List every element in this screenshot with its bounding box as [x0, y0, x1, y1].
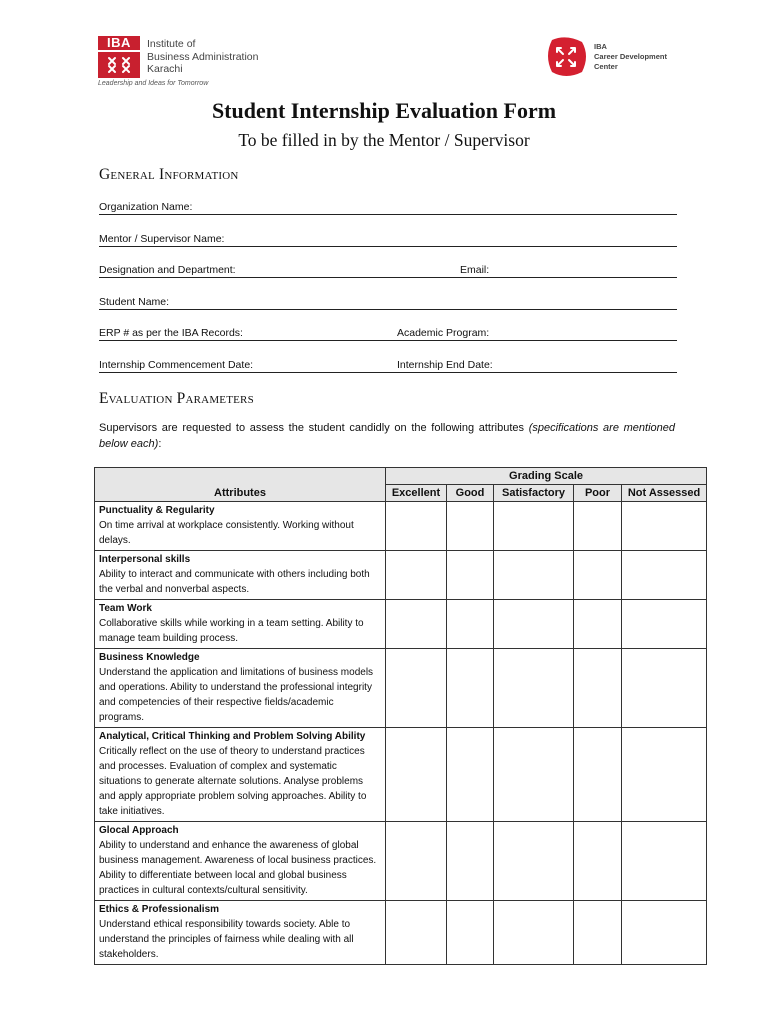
attribute-cell: [95, 728, 386, 822]
table-row: [95, 728, 707, 822]
attribute-description: Understand ethical responsibility towards society. Able to understand the principles of fairness while dealing with all stakeholders.: [99, 919, 354, 960]
student-label: Student Name:: [99, 296, 170, 308]
grade-header-not-assessed: Not Assessed: [622, 485, 707, 502]
grade-cell-satisfactory[interactable]: [494, 822, 574, 901]
grade-header-good: Good: [447, 485, 494, 502]
attribute-description: Ability to understand and enhance the awareness of global business management. Awareness of local business practices. Ability to differentiate between local and global business practices in cultural contexts/cultural sensitivity.: [99, 840, 377, 896]
attribute-description: Understand the application and limitations of business models and operations. Ability to understand the professional integrity and competencies of their respective fields/academic programs.: [99, 667, 374, 723]
grade-cell-excellent[interactable]: [386, 822, 447, 901]
general-info-heading: General Information: [99, 166, 239, 183]
attribute-name: Interpersonal skills: [99, 554, 191, 565]
grade-cell-good[interactable]: [447, 551, 494, 600]
grade-cell-good[interactable]: [447, 901, 494, 965]
grade-cell-excellent[interactable]: [386, 649, 447, 728]
institute-line-1: Institute of: [147, 38, 196, 50]
grade-cell-excellent[interactable]: [386, 551, 447, 600]
grade-cell-satisfactory[interactable]: [494, 502, 574, 551]
table-row: [95, 649, 707, 728]
grade-cell-poor[interactable]: [574, 502, 622, 551]
designation-email-field[interactable]: [99, 261, 677, 278]
evaluation-heading: Evaluation Parameters: [99, 390, 254, 407]
attribute-name: Analytical, Critical Thinking and Problem Solving Ability: [99, 731, 366, 742]
attribute-cell: [95, 502, 386, 551]
table-row: [95, 901, 707, 965]
grade-cell-poor[interactable]: [574, 901, 622, 965]
grade-cell-good[interactable]: [447, 728, 494, 822]
intro-italic: (specifications are mentioned below each): [99, 422, 675, 450]
mentor-field[interactable]: [99, 230, 677, 247]
grade-cell-excellent[interactable]: [386, 901, 447, 965]
grade-header-excellent: Excellent: [386, 485, 447, 502]
dates-field[interactable]: [99, 356, 677, 373]
grade-cell-poor[interactable]: [574, 649, 622, 728]
program-label: Academic Program:: [397, 327, 490, 339]
attributes-header: Attributes: [95, 468, 386, 502]
iba-badge-text: IBA: [98, 36, 140, 50]
attribute-cell: [95, 600, 386, 649]
table-row: [95, 822, 707, 901]
institute-tagline: Leadership and Ideas for Tomorrow: [98, 80, 209, 87]
iba-logo: [98, 36, 298, 92]
attribute-name: Team Work: [99, 603, 152, 614]
attribute-description: On time arrival at workplace consistently. Working without delays.: [99, 520, 354, 546]
form-title: Student Internship Evaluation Form: [211, 98, 557, 123]
email-label: Email:: [460, 264, 490, 276]
designation-label: Designation and Department:: [99, 264, 236, 276]
student-field[interactable]: [99, 293, 677, 310]
grade-cell-poor[interactable]: [574, 551, 622, 600]
grade-cell-not-assessed[interactable]: [622, 901, 707, 965]
attribute-cell: [95, 822, 386, 901]
organization-label: Organization Name:: [99, 201, 193, 213]
cdc-logo: [544, 34, 684, 84]
start-date-label: Internship Commencement Date:: [99, 359, 254, 371]
iba-badge: [98, 36, 140, 78]
grade-cell-good[interactable]: [447, 502, 494, 551]
mentor-label: Mentor / Supervisor Name:: [99, 233, 225, 245]
attribute-description: Critically reflect on the use of theory to understand practices and processes. Evaluation of complex and systematic situations to generate alternate solutions. Analyse problems and apply appropriate problem solving approaches. Ability to take initiatives.: [99, 746, 367, 817]
intro-text: Supervisors are requested to assess the student candidly on the following attributes: [99, 422, 525, 434]
cdc-arrows-icon: [544, 36, 588, 78]
grade-cell-good[interactable]: [447, 600, 494, 649]
attribute-name: Punctuality & Regularity: [99, 505, 215, 516]
grade-cell-poor[interactable]: [574, 600, 622, 649]
attribute-name: Glocal Approach: [99, 825, 179, 836]
grade-header-poor: Poor: [574, 485, 622, 502]
evaluation-table: [94, 467, 707, 965]
attribute-cell: [95, 901, 386, 965]
grade-cell-not-assessed[interactable]: [622, 600, 707, 649]
institute-name: [147, 38, 258, 76]
table-row: [95, 551, 707, 600]
table-row: [95, 502, 707, 551]
grade-cell-not-assessed[interactable]: [622, 728, 707, 822]
grade-cell-satisfactory[interactable]: [494, 649, 574, 728]
grade-cell-good[interactable]: [447, 649, 494, 728]
form-subtitle: To be filled in by the Mentor / Supervisor: [238, 130, 530, 150]
cdc-line-1: IBA: [594, 42, 607, 51]
grade-cell-satisfactory[interactable]: [494, 600, 574, 649]
attribute-cell: [95, 551, 386, 600]
grade-header-satisfactory: Satisfactory: [494, 485, 574, 502]
intro-end: :: [158, 438, 162, 450]
end-date-label: Internship End Date:: [397, 359, 493, 371]
iba-emblem-icon: [98, 52, 140, 78]
cdc-line-2: Career Development: [594, 52, 667, 61]
organization-field[interactable]: [99, 198, 677, 215]
attribute-name: Ethics & Professionalism: [99, 904, 220, 915]
grade-cell-satisfactory[interactable]: [494, 551, 574, 600]
grade-cell-poor[interactable]: [574, 822, 622, 901]
attribute-cell: [95, 649, 386, 728]
attribute-name: Business Knowledge: [99, 652, 200, 663]
institute-line-3: Karachi: [147, 63, 183, 75]
grade-cell-not-assessed[interactable]: [622, 822, 707, 901]
grade-cell-poor[interactable]: [574, 728, 622, 822]
grade-cell-excellent[interactable]: [386, 502, 447, 551]
grade-cell-not-assessed[interactable]: [622, 502, 707, 551]
grade-cell-satisfactory[interactable]: [494, 728, 574, 822]
grading-scale-header: Grading Scale: [386, 468, 707, 485]
institute-line-2: Business Administration: [147, 50, 259, 63]
grade-cell-not-assessed[interactable]: [622, 649, 707, 728]
cdc-name: [594, 42, 667, 72]
erp-label: ERP # as per the IBA Records:: [99, 327, 243, 339]
evaluation-intro: [99, 420, 675, 452]
grade-cell-good[interactable]: [447, 822, 494, 901]
grade-cell-satisfactory[interactable]: [494, 901, 574, 965]
erp-program-field[interactable]: [99, 324, 677, 341]
table-row: [95, 600, 707, 649]
attribute-description: Collaborative skills while working in a team setting. Ability to manage team building process.: [99, 618, 364, 644]
grade-cell-not-assessed[interactable]: [622, 551, 707, 600]
grade-cell-excellent[interactable]: [386, 728, 447, 822]
grade-cell-excellent[interactable]: [386, 600, 447, 649]
attribute-description: Ability to interact and communicate with others including both the verbal and nonverbal aspects.: [99, 569, 370, 595]
cdc-line-3: Center: [594, 62, 618, 71]
